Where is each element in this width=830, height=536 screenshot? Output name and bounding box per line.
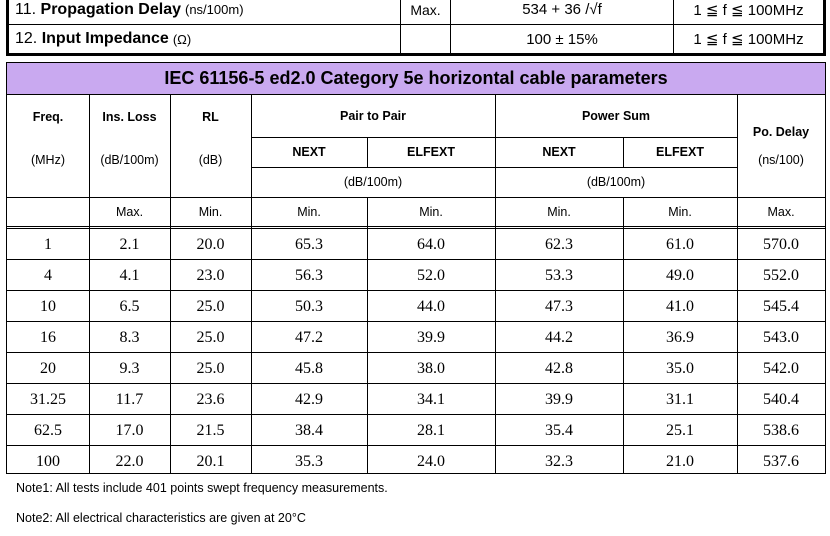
cell-podelay: 538.6 bbox=[763, 421, 799, 439]
cell-power-next: 44.2 bbox=[545, 328, 573, 346]
double-divider bbox=[7, 226, 825, 229]
header-freq: Freq. bbox=[32, 110, 64, 124]
cell-power-elfext: 49.0 bbox=[666, 266, 694, 284]
cell-insloss: 8.3 bbox=[119, 328, 140, 346]
cell-podelay: 570.0 bbox=[763, 235, 799, 253]
note-1: Note1: All tests include 401 points swept frequency measurements. bbox=[16, 481, 388, 495]
header-insloss-unit: (dB/100m) bbox=[100, 153, 159, 167]
row-divider bbox=[7, 321, 825, 322]
limit-power-next: Min. bbox=[547, 205, 571, 219]
cell-rl: 20.1 bbox=[196, 452, 225, 470]
limit-podelay: Max. bbox=[767, 205, 795, 219]
cell-rl: 23.6 bbox=[196, 390, 225, 408]
spec-item bbox=[9, 25, 401, 53]
spec-unit: (Ω) bbox=[172, 31, 192, 47]
spec-condition bbox=[401, 25, 451, 53]
cell-pair-next: 38.4 bbox=[295, 421, 323, 439]
cell-podelay: 542.0 bbox=[763, 359, 799, 377]
cell-pair-elfext: 64.0 bbox=[417, 235, 445, 253]
cell-power-next: 39.9 bbox=[545, 390, 573, 408]
spec-name: Input Impedance bbox=[41, 30, 169, 47]
row-divider bbox=[7, 414, 825, 415]
spec-unit: (ns/100m) bbox=[185, 2, 244, 17]
cell-podelay: 537.6 bbox=[763, 452, 799, 470]
cell-insloss: 22.0 bbox=[115, 452, 144, 470]
limit-pair-next: Min. bbox=[297, 205, 321, 219]
row-divider bbox=[7, 352, 825, 353]
spec-number: 12. bbox=[15, 30, 38, 47]
cell-freq: 62.5 bbox=[34, 421, 62, 439]
divider bbox=[737, 95, 738, 473]
divider bbox=[367, 137, 368, 167]
spec-value: 100 ± 15% bbox=[451, 25, 674, 53]
cell-podelay: 543.0 bbox=[763, 328, 799, 346]
cell-rl: 20.0 bbox=[196, 235, 225, 253]
cell-pair-elfext: 28.1 bbox=[417, 421, 445, 439]
cell-power-elfext: 61.0 bbox=[666, 235, 694, 253]
cell-freq: 10 bbox=[40, 297, 56, 315]
header-pair-to-pair: Pair to Pair bbox=[340, 109, 406, 123]
row-divider bbox=[7, 290, 825, 291]
header-rl-unit: (dB) bbox=[198, 153, 223, 167]
cell-insloss: 4.1 bbox=[119, 266, 140, 284]
cell-insloss: 2.1 bbox=[119, 235, 140, 253]
cell-freq: 16 bbox=[40, 328, 56, 346]
cell-pair-next: 42.9 bbox=[295, 390, 323, 408]
divider bbox=[623, 137, 624, 167]
divider bbox=[7, 197, 825, 198]
limit-pair-elfext: Min. bbox=[419, 205, 443, 219]
cell-power-next: 53.3 bbox=[545, 266, 573, 284]
cell-freq: 1 bbox=[44, 235, 52, 253]
cell-rl: 23.0 bbox=[196, 266, 225, 284]
cell-power-elfext: 25.1 bbox=[666, 421, 694, 439]
cell-pair-next: 35.3 bbox=[295, 452, 323, 470]
header-power-elfext: ELFEXT bbox=[656, 145, 704, 159]
cell-podelay: 545.4 bbox=[763, 297, 799, 315]
header-pair-elfext: ELFEXT bbox=[407, 145, 455, 159]
cell-freq: 100 bbox=[36, 452, 60, 470]
cell-power-next: 35.4 bbox=[545, 421, 573, 439]
header-podelay: Po. Delay bbox=[752, 125, 810, 139]
row-divider bbox=[7, 383, 825, 384]
cell-power-elfext: 36.9 bbox=[666, 328, 694, 346]
header-pair-unit: (dB/100m) bbox=[343, 175, 403, 189]
spec-value: 534 + 36 /√f bbox=[451, 0, 674, 24]
header-podelay-unit: (ns/100) bbox=[758, 153, 804, 167]
cell-pair-elfext: 38.0 bbox=[417, 359, 445, 377]
cell-podelay: 552.0 bbox=[763, 266, 799, 284]
cell-rl: 25.0 bbox=[196, 328, 225, 346]
header-power-sum: Power Sum bbox=[581, 109, 651, 123]
cell-insloss: 11.7 bbox=[115, 390, 144, 408]
row-divider bbox=[7, 445, 825, 446]
cell-insloss: 17.0 bbox=[115, 421, 144, 439]
divider bbox=[251, 167, 737, 168]
cell-podelay: 540.4 bbox=[763, 390, 799, 408]
cell-power-elfext: 41.0 bbox=[666, 297, 694, 315]
cell-pair-next: 56.3 bbox=[295, 266, 323, 284]
spec-row-propagation-delay bbox=[9, 0, 823, 25]
cell-power-elfext: 35.0 bbox=[666, 359, 694, 377]
cell-power-next: 47.3 bbox=[545, 297, 573, 315]
spec-name: Propagation Delay bbox=[40, 0, 181, 18]
row-divider bbox=[7, 259, 825, 260]
spec-row-input-impedance bbox=[9, 25, 823, 53]
cell-freq: 31.25 bbox=[30, 390, 66, 408]
spec-number: 11. bbox=[15, 0, 37, 18]
cell-pair-elfext: 44.0 bbox=[417, 297, 445, 315]
cell-freq: 4 bbox=[44, 266, 52, 284]
cell-pair-next: 47.2 bbox=[295, 328, 323, 346]
cell-rl: 25.0 bbox=[196, 359, 225, 377]
cell-pair-next: 65.3 bbox=[295, 235, 323, 253]
divider bbox=[170, 95, 171, 473]
cell-freq: 20 bbox=[40, 359, 56, 377]
limit-freq bbox=[7, 197, 89, 227]
header-rl: RL bbox=[202, 110, 219, 124]
header-pair-next: NEXT bbox=[292, 145, 326, 159]
limit-rl: Min. bbox=[198, 205, 223, 219]
spec-range: 1 ≦ f ≦ 100MHz bbox=[693, 1, 804, 19]
limit-insloss: Max. bbox=[115, 205, 144, 219]
cell-power-next: 32.3 bbox=[545, 452, 573, 470]
spec-condition: Max. bbox=[401, 0, 451, 24]
header-freq-unit: (MHz) bbox=[30, 153, 65, 167]
divider bbox=[251, 95, 252, 473]
cell-power-elfext: 31.1 bbox=[666, 390, 694, 408]
header-power-unit: (dB/100m) bbox=[586, 175, 646, 189]
divider bbox=[367, 197, 368, 473]
cell-insloss: 9.3 bbox=[119, 359, 140, 377]
cell-rl: 25.0 bbox=[196, 297, 225, 315]
cell-insloss: 6.5 bbox=[119, 297, 140, 315]
cell-pair-elfext: 34.1 bbox=[417, 390, 445, 408]
spec-item bbox=[9, 0, 401, 24]
cell-pair-next: 45.8 bbox=[295, 359, 323, 377]
divider bbox=[89, 95, 90, 473]
divider bbox=[495, 95, 496, 473]
divider bbox=[623, 197, 624, 473]
table-title: IEC 61156-5 ed2.0 Category 5e horizontal cable parameters bbox=[7, 63, 825, 95]
cell-pair-elfext: 24.0 bbox=[417, 452, 445, 470]
note-2: Note2: All electrical characteristics are given at 20°C bbox=[16, 511, 306, 525]
spec-table bbox=[6, 0, 826, 56]
cell-pair-elfext: 52.0 bbox=[417, 266, 445, 284]
cell-power-elfext: 21.0 bbox=[666, 452, 694, 470]
cell-power-next: 62.3 bbox=[545, 235, 573, 253]
divider bbox=[251, 137, 737, 138]
cell-pair-elfext: 39.9 bbox=[417, 328, 445, 346]
cable-parameters-table bbox=[6, 62, 826, 474]
cell-pair-next: 50.3 bbox=[295, 297, 323, 315]
cell-power-next: 42.8 bbox=[545, 359, 573, 377]
cell-rl: 21.5 bbox=[196, 421, 225, 439]
limit-power-elfext: Min. bbox=[668, 205, 692, 219]
header-insloss: Ins. Loss bbox=[102, 110, 157, 124]
spec-range: 1 ≦ f ≦ 100MHz bbox=[693, 31, 804, 48]
header-power-next: NEXT bbox=[542, 145, 576, 159]
